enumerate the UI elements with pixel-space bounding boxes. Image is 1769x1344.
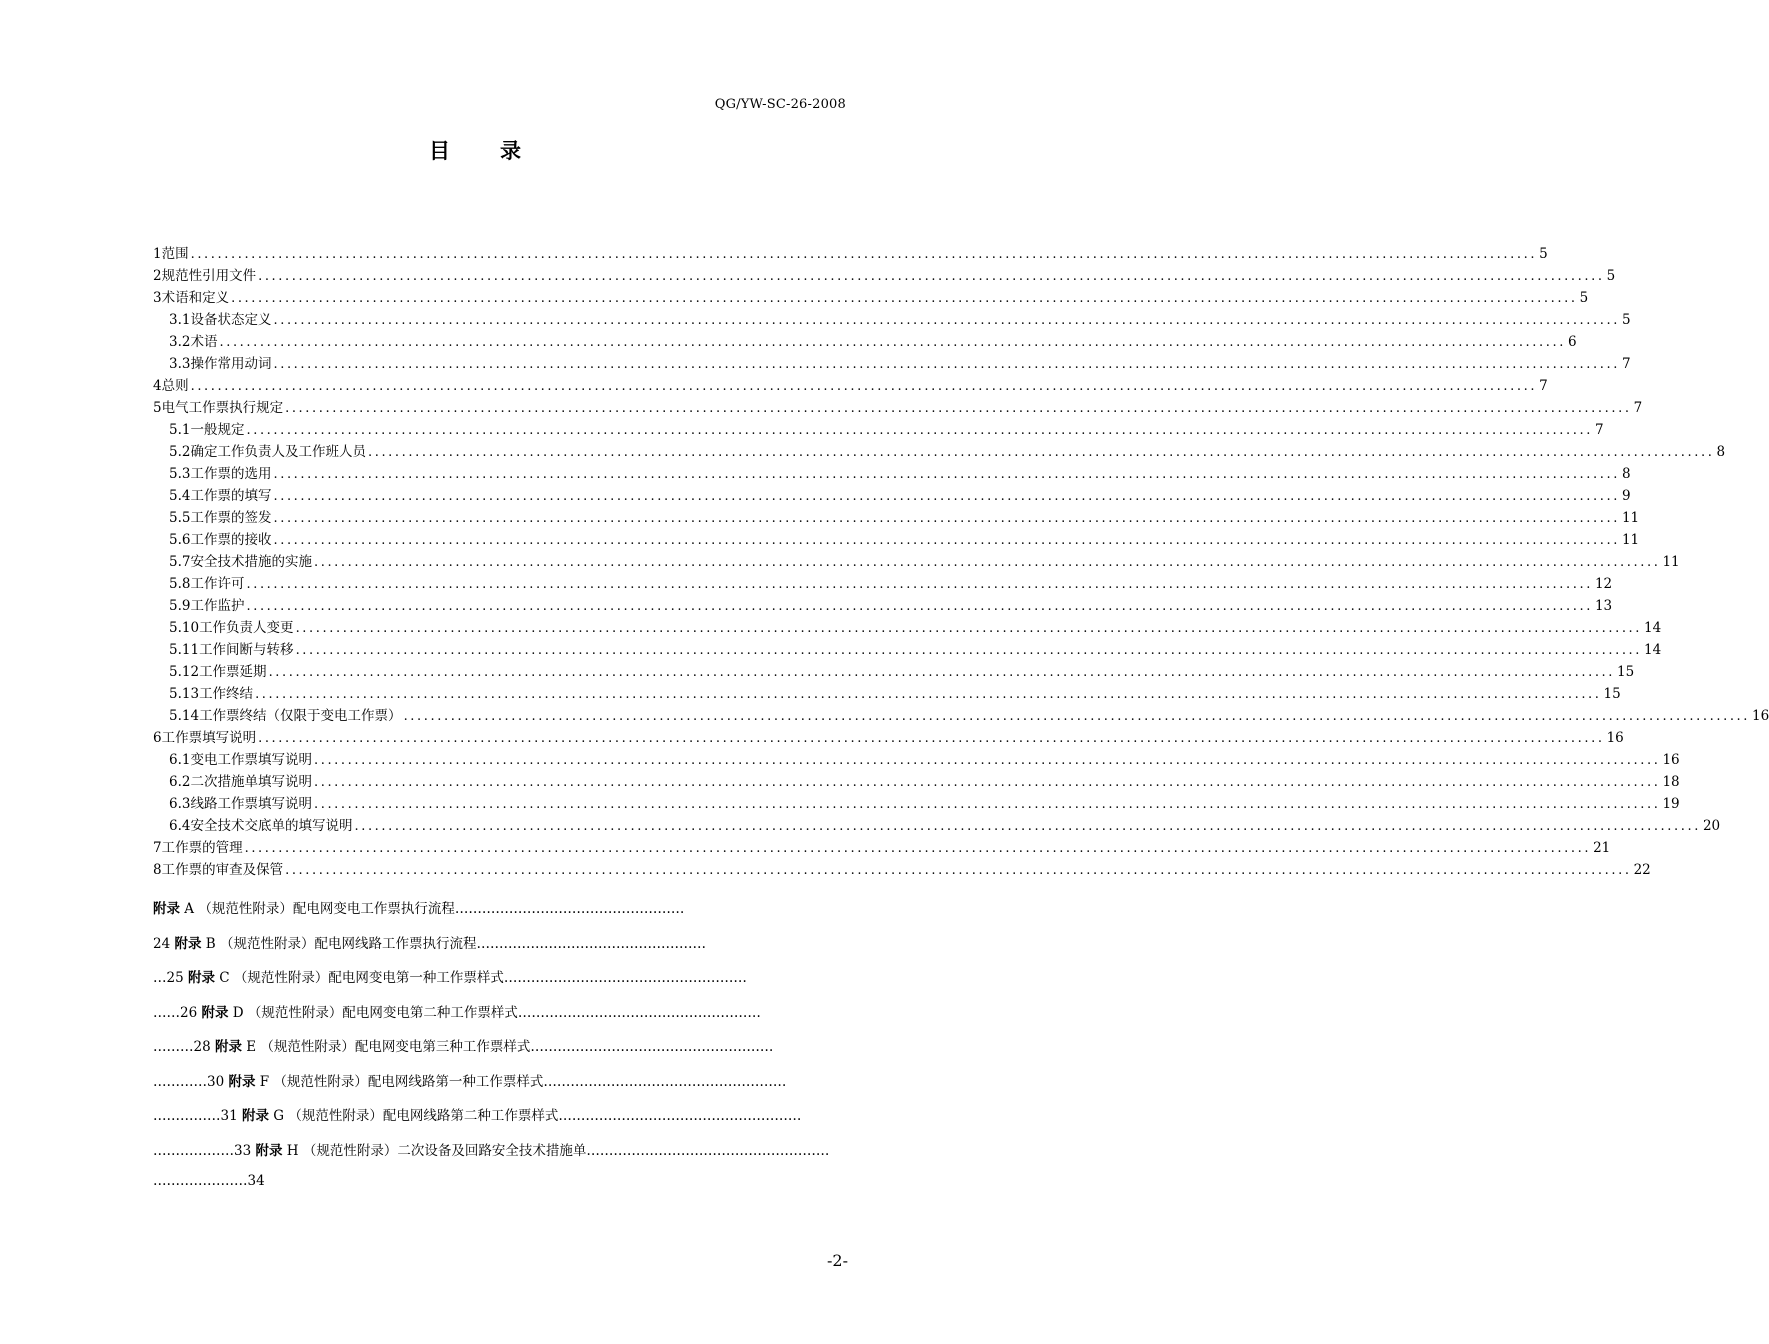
appendix-title: F （规范性附录）配电网线路第一种工作票样式……………………………………………… [255,1074,787,1090]
appendix-title: A （规范性附录）配电网变电工作票执行流程…………………………………………… [180,901,685,917]
toc-entry-number: 5.5 [169,510,191,526]
toc-entry[interactable] [153,353,1631,375]
toc-entry-title: 工作票填写说明 [161,730,257,746]
toc-entry-number: 5.4 [169,488,191,504]
toc-leader-dots: ........................................................................................................................................................................................................ [273,511,1620,526]
toc-leader-dots: ........................................................................................................................................................................................................ [258,269,1605,284]
toc-entry-number: 5.3 [169,466,191,482]
toc-leader-dots: ........................................................................................................................................................................................................ [295,621,1643,636]
toc-leader-dots: ........................................................................................................................................................................................................ [285,863,1632,878]
toc-entry-title: 变电工作票填写说明 [190,752,312,768]
toc-entry-number: 4 [153,378,162,394]
appendix-label: 附录 [153,901,180,917]
toc-entry-number: 5.10 [169,620,200,636]
toc-entry[interactable] [153,419,1604,441]
appendix-line[interactable] [153,1139,830,1159]
toc-entry-title: 工作票的签发 [190,510,272,526]
toc-entry[interactable] [153,375,1548,397]
toc-entry-title: 工作监护 [190,598,245,614]
toc-entry-title: 工作票的选用 [190,466,272,482]
toc-leader-dots: ........................................................................................................................................................................................................ [190,379,1538,394]
toc-entry[interactable] [153,705,1769,727]
toc-entry[interactable] [153,397,1643,419]
toc-entry-number: 3 [153,290,162,306]
toc-entry[interactable] [153,793,1680,815]
toc-leader-dots: ........................................................................................................................................................................................................ [273,357,1620,372]
page-number: -2- [827,1251,848,1270]
toc-leader-dots: ........................................................................................................................................................................................................ [313,753,1661,768]
toc-leader-dots: ........................................................................................................................................................................................................ [285,401,1632,416]
toc-entry-number: 5.7 [169,554,191,570]
appendix-title: H （规范性附录）二次设备及回路安全技术措施单……………………………………………… [282,1143,830,1159]
toc-leader-dots: ........................................................................................................................................................................................................ [295,643,1643,658]
toc-entry[interactable] [153,309,1631,331]
toc-entry-page: 11 [1621,532,1640,548]
toc-entry-number: 3.2 [169,334,191,350]
appendix-line[interactable] [153,897,818,917]
toc-entry-number: 3.3 [169,356,191,372]
toc-entry-title: 确定工作负责人及工作班人员 [190,444,366,460]
toc-entry-number: 5.1 [169,422,191,438]
toc-entry-title: 安全技术措施的实施 [190,554,312,570]
appendix-title: E （规范性附录）配电网变电第三种工作票样式……………………………………………… [241,1039,774,1055]
toc-entry-page: 5 [1621,312,1631,328]
toc-leader-dots: ........................................................................................................................................................................................................ [273,533,1620,548]
appendix-label: 附录 [187,970,215,986]
toc-entry-number: 5.2 [169,444,191,460]
toc-entry[interactable] [153,837,1611,859]
toc-entry-page: 11 [1621,510,1640,526]
toc-leader-dots: ........................................................................................................................................................................................................ [273,489,1620,504]
toc-entry-page: 8 [1621,466,1631,482]
appendix-page-ref: …25 [153,970,188,986]
toc-leader-dots: ........................................................................................................................................................................................................ [354,819,1701,834]
toc-entry-number: 5.11 [169,642,200,658]
toc-entry[interactable] [153,243,1548,265]
toc-leader-dots: ........................................................................................................................................................................................................ [231,291,1578,306]
title-char-1: 目 [429,138,450,163]
toc-entry[interactable] [153,727,1624,749]
toc-entry-number: 5.13 [169,686,200,702]
toc-entry-page: 6 [1567,334,1577,350]
toc-entry[interactable] [153,507,1640,529]
toc-entry-page: 20 [1702,818,1721,834]
toc-entry-number: 6.2 [169,774,191,790]
toc-entry-page: 18 [1662,774,1680,790]
appendix-title: D （规范性附录）配电网变电第二种工作票样式……………………………………………… [228,1005,761,1021]
toc-entry-number: 6.1 [169,752,191,768]
toc-leader-dots: ........................................................................................................................................................................................................ [367,445,1715,460]
toc-entry[interactable] [153,617,1662,639]
toc-leader-dots: ........................................................................................................................................................................................................ [258,731,1605,746]
appendix-label: 附录 [228,1074,256,1090]
toc-entry-page: 12 [1594,576,1613,592]
toc-entry-title: 工作许可 [190,576,245,592]
toc-entry-title: 工作票的管理 [161,840,243,856]
toc-entry-page: 16 [1606,730,1624,746]
toc-entry-page: 21 [1593,840,1611,856]
toc-entry-page: 5 [1606,268,1616,284]
toc-leader-dots: ........................................................................................................................................................................................................ [313,797,1661,812]
appendix-label: 附录 [255,1143,283,1159]
toc-entry-title: 工作负责人变更 [199,620,294,636]
table-of-contents [153,243,1769,881]
toc-leader-dots: ........................................................................................................................................................................................................ [219,335,1566,350]
toc-entry-page: 16 [1752,708,1769,724]
toc-entry-number: 5.12 [169,664,200,680]
toc-entry-number: 3.1 [169,312,191,328]
toc-entry-title: 工作票的接收 [190,532,272,548]
toc-entry-number: 5.8 [169,576,191,592]
toc-entry-title: 工作终结 [199,686,254,702]
toc-entry-title: 一般规定 [190,422,245,438]
appendix-line[interactable] [153,1001,818,1021]
appendix-page-ref: ………………33 [153,1143,256,1159]
toc-entry[interactable] [153,683,1621,705]
toc-entry[interactable] [153,265,1616,287]
toc-entry-title: 工作票终结（仅限于变电工作票） [199,708,402,724]
appendix-line[interactable] [153,966,818,986]
page-title [0,135,950,165]
appendix-label: 附录 [201,1005,229,1021]
toc-entry-title: 术语 [190,334,218,350]
toc-entry[interactable] [153,441,1726,463]
toc-entry[interactable] [153,595,1613,617]
toc-entry-number: 6 [153,730,162,746]
toc-entry-title: 总则 [161,378,189,394]
appendix-title: G （规范性附录）配电网线路第二种工作票样式……………………………………………… [268,1108,802,1124]
toc-entry[interactable] [153,551,1680,573]
appendix-title: B （规范性附录）配电网线路工作票执行流程…………………………………………… [201,936,706,952]
toc-leader-dots: ........................................................................................................................................................................................................ [313,555,1661,570]
toc-leader-dots: ........................................................................................................................................................................................................ [246,577,1593,592]
toc-leader-dots: ........................................................................................................................................................................................................ [313,775,1661,790]
toc-entry-number: 5.9 [169,598,191,614]
toc-entry-number: 6.3 [169,796,191,812]
toc-entry-page: 9 [1621,488,1631,504]
toc-entry[interactable] [153,661,1635,683]
toc-entry-title: 范围 [161,246,189,262]
toc-entry-page: 15 [1617,664,1635,680]
toc-entry-number: 2 [153,268,162,284]
toc-entry-page: 22 [1633,862,1651,878]
toc-entry-number: 7 [153,840,162,856]
appendix-page-ref: ………28 [153,1039,215,1055]
toc-entry-number: 6.4 [169,818,191,834]
toc-entry-title: 设备状态定义 [190,312,272,328]
toc-entry-number: 1 [153,246,162,262]
toc-entry-number: 5.6 [169,532,191,548]
toc-leader-dots: ........................................................................................................................................................................................................ [403,709,1751,724]
toc-entry-title: 工作票的填写 [190,488,272,504]
appendix-line[interactable] [153,932,818,952]
toc-entry-title: 工作票的审查及保管 [161,862,284,878]
toc-entry-page: 5 [1539,246,1548,262]
title-char-2: 录 [500,138,521,163]
appendix-line[interactable] [153,1070,818,1090]
document-code: QG/YW-SC-26-2008 [714,97,846,112]
toc-entry-page: 8 [1716,444,1726,460]
toc-entry-number: 8 [153,862,162,878]
toc-entry[interactable] [153,463,1631,485]
toc-entry-title: 术语和定义 [161,290,230,306]
toc-leader-dots: ........................................................................................................................................................................................................ [273,313,1620,328]
toc-leader-dots: ........................................................................................................................................................................................................ [244,841,1592,856]
appendix-label: 附录 [174,936,202,952]
appendix-page-ref: ……………31 [153,1108,242,1124]
toc-entry-page: 7 [1621,356,1631,372]
appendix-line[interactable] [153,1035,818,1055]
toc-entry-page: 15 [1603,686,1621,702]
toc-entry-title: 工作票延期 [199,664,267,680]
appendix-page-ref: …………………34 [153,1173,265,1189]
toc-entry[interactable] [153,639,1662,661]
toc-entry[interactable] [153,529,1640,551]
appendix-line[interactable] [153,1104,818,1124]
toc-leader-dots: ........................................................................................................................................................................................................ [273,467,1620,482]
toc-entry-page: 14 [1644,642,1662,658]
toc-entry-title: 线路工作票填写说明 [190,796,312,812]
appendix-title: C （规范性附录）配电网变电第一种工作票样式……………………………………………… [214,970,747,986]
toc-entry-title: 电气工作票执行规定 [161,400,284,416]
toc-leader-dots: ........................................................................................................................................................................................................ [268,665,1616,680]
toc-entry-page: 7 [1594,422,1604,438]
toc-entry-title: 二次措施单填写说明 [190,774,312,790]
appendix-page-ref: ……26 [153,1005,202,1021]
toc-entry[interactable] [153,287,1589,309]
toc-entry-page: 16 [1662,752,1680,768]
toc-entry-number: 5 [153,400,162,416]
toc-entry-title: 操作常用动词 [190,356,272,372]
toc-entry-page: 13 [1594,598,1613,614]
toc-entry-title: 安全技术交底单的填写说明 [190,818,353,834]
appendix-label: 附录 [241,1108,269,1124]
toc-entry-page: 14 [1644,620,1662,636]
toc-entry[interactable] [153,771,1680,793]
toc-entry[interactable] [153,573,1613,595]
toc-entry-title: 规范性引用文件 [161,268,257,284]
appendix-page-ref: 24 [153,936,175,952]
toc-entry-number: 5.14 [169,708,200,724]
toc-entry-page: 7 [1539,378,1548,394]
appendix-label: 附录 [214,1039,242,1055]
toc-entry-page: 5 [1579,290,1589,306]
toc-entry-page: 11 [1662,554,1680,570]
toc-leader-dots: ........................................................................................................................................................................................................ [255,687,1602,702]
toc-leader-dots: ........................................................................................................................................................................................................ [246,423,1593,438]
toc-entry[interactable] [153,485,1631,507]
toc-entry-page: 19 [1662,796,1680,812]
toc-entry[interactable] [153,331,1577,353]
toc-entry[interactable] [153,859,1651,881]
toc-leader-dots: ........................................................................................................................................................................................................ [246,599,1593,614]
appendix-page-ref: …………30 [153,1074,229,1090]
toc-leader-dots: ........................................................................................................................................................................................................ [190,247,1538,262]
toc-entry[interactable] [153,815,1721,837]
appendix-line[interactable] [153,1173,818,1189]
toc-entry-page: 7 [1633,400,1643,416]
toc-entry-title: 工作间断与转移 [199,642,294,658]
toc-entry[interactable] [153,749,1680,771]
